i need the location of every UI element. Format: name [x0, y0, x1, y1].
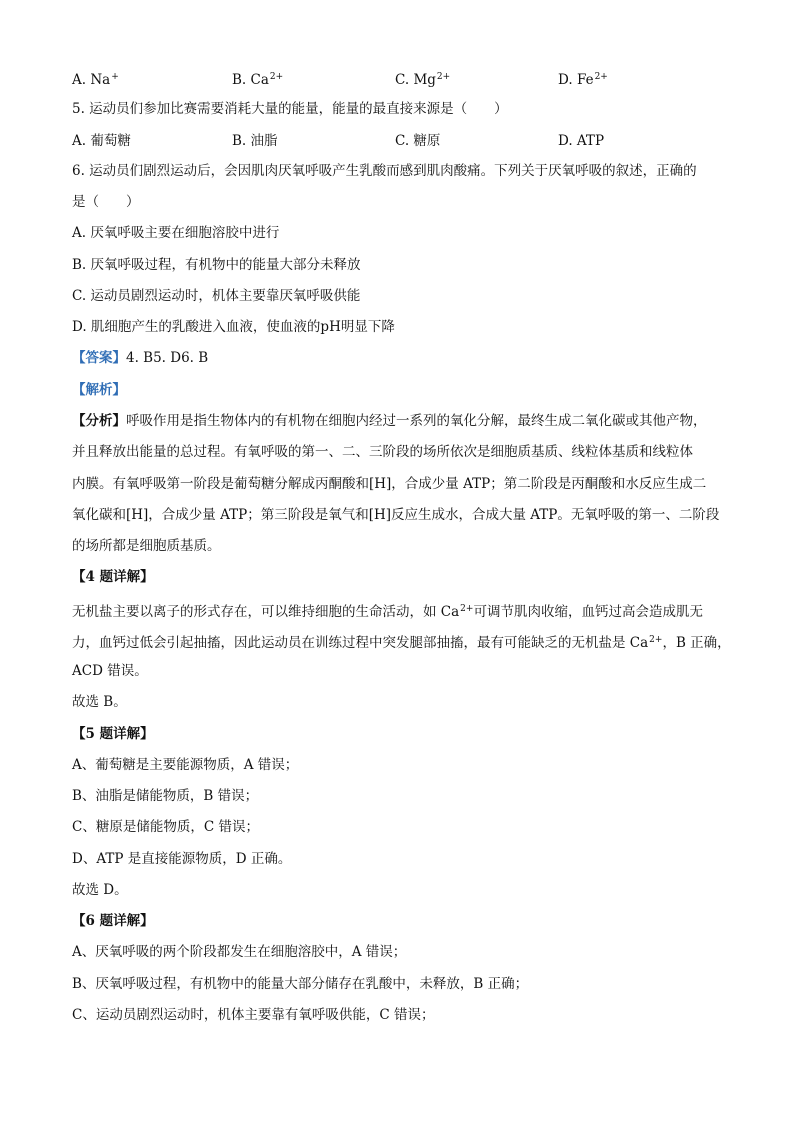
detail-6-title: 【6 题详解】	[72, 913, 154, 929]
q5-option-c: C. 糖原	[395, 133, 441, 149]
analysis-line-5: 的场所都是细胞质基质。	[72, 538, 221, 554]
detail-5-title: 【5 题详解】	[72, 726, 154, 742]
answer-text: 4. B5. D6. B	[126, 350, 209, 366]
q4-option-a: A. Na+	[72, 72, 119, 88]
q4-option-c: C. $Mg^{2+}$	[395, 72, 451, 88]
detail-6-line-a: A、厌氧呼吸的两个阶段都发生在细胞溶胶中，A 错误；	[72, 944, 407, 960]
analysis-line-3: 内膜。有氧呼吸第一阶段是葡萄糖分解成丙酮酸和[H]，合成少量 ATP；第二阶段是丙酮酸和水反应生成二	[72, 476, 707, 492]
detail-5-line-c: C、糖原是储能物质，C 错误；	[72, 819, 259, 835]
detail-6-line-c: C、运动员剧烈运动时，机体主要靠有氧呼吸供能，C 错误；	[72, 1007, 435, 1023]
analysis-subhead: 【分析】	[72, 413, 126, 429]
detail-5-line-b: B、油脂是储能物质，B 错误；	[72, 788, 259, 804]
detail-4-conclusion: 故选 B。	[72, 694, 127, 710]
detail-5-line-a: A、葡萄糖是主要能源物质，A 错误；	[72, 757, 299, 773]
detail-5-conclusion: 故选 D。	[72, 882, 128, 898]
q6-stem-line-2: 是（ ）	[72, 194, 140, 210]
q6-stem-line-1: 6. 运动员们剧烈运动后，会因肌肉厌氧呼吸产生乳酸而感到肌肉酸痛。下列关于厌氧呼吸的叙述，正确的	[72, 163, 697, 179]
detail-4-title: 【4 题详解】	[72, 569, 154, 585]
detail-5-line-d: D、ATP 是直接能源物质，D 正确。	[72, 851, 292, 867]
q5-stem: 5. 运动员们参加比赛需要消耗大量的能量，能量的最直接来源是（ ）	[72, 101, 508, 117]
analysis-label: 【解析】	[72, 382, 126, 398]
answer-label: 【答案】	[72, 350, 126, 366]
detail-4-line-3: ACD 错误。	[72, 663, 148, 679]
detail-4-line-2: 力，血钙过低会引起抽搐，因此运动员在训练过程中突发腿部抽搐，最有可能缺乏的无机盐是 $Ca^{2+}$，B 正确，	[72, 635, 731, 651]
detail-4-line-1: 无机盐主要以离子的形式存在，可以维持细胞的生命活动，如 $Ca^{2+}$可调节肌肉收缩，血钙过高会造成肌无	[72, 604, 703, 620]
q5-option-d: D. ATP	[558, 133, 605, 149]
q6-option-b: B. 厌氧呼吸过程，有机物中的能量大部分未释放	[72, 257, 361, 273]
answer-line	[72, 349, 732, 367]
analysis-line-1: 【分析】呼吸作用是指生物体内的有机物在细胞内经过一系列的氧化分解，最终生成二氧化碳或其他产物，	[72, 413, 707, 429]
analysis-line-4: 氧化碳和[H]，合成少量 ATP；第三阶段是氧气和[H]反应生成水，合成大量 ATP。无氧呼吸的第一、二阶段	[72, 507, 720, 523]
q6-option-c: C. 运动员剧烈运动时，机体主要靠厌氧呼吸供能	[72, 288, 361, 304]
q4-option-b: B. $Ca^{2+}$	[232, 72, 284, 88]
q4-option-d: D. $Fe^{2+}$	[558, 72, 608, 88]
q5-option-b: B. 油脂	[232, 133, 278, 149]
analysis-line-2: 并且释放出能量的总过程。有氧呼吸的第一、二、三阶段的场所依次是细胞质基质、线粒体基质和线粒体	[72, 444, 693, 460]
q6-option-a: A. 厌氧呼吸主要在细胞溶胶中进行	[72, 225, 280, 241]
q5-option-a: A. 葡萄糖	[72, 133, 131, 149]
q6-option-d: D. 肌细胞产生的乳酸进入血液，使血液的pH明显下降	[72, 319, 395, 335]
detail-6-line-b: B、厌氧呼吸过程，有机物中的能量大部分储存在乳酸中，未释放，B 正确；	[72, 976, 529, 992]
